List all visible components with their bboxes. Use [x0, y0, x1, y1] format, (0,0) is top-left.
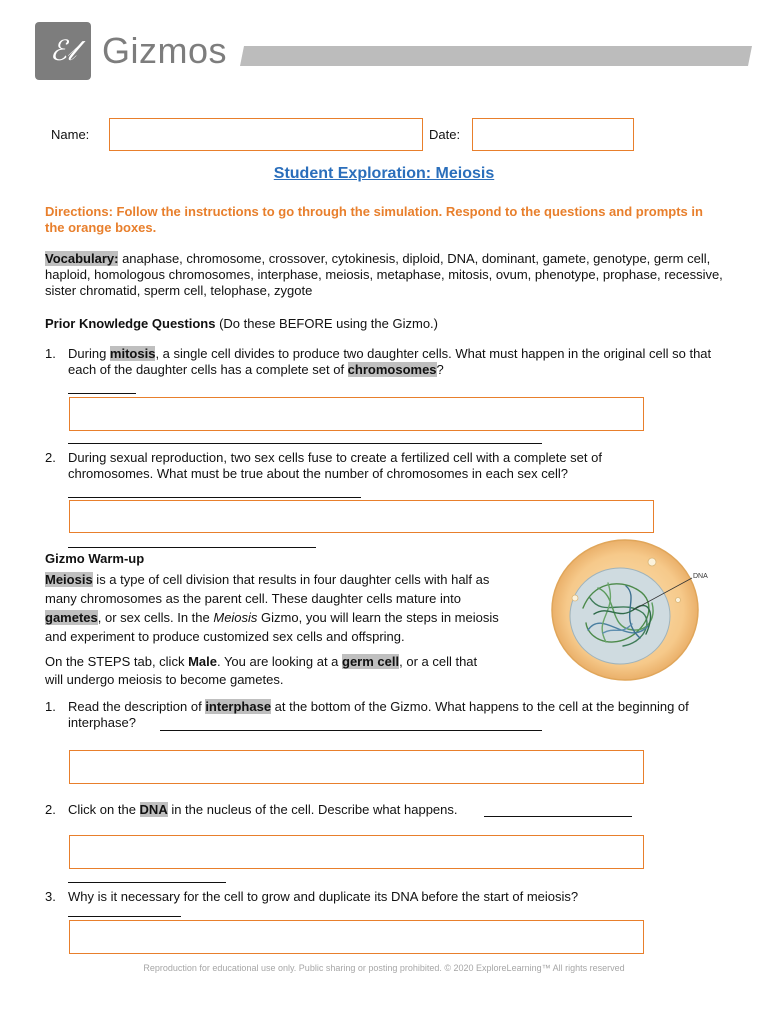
answer-line [68, 393, 136, 394]
name-label: Name: [51, 127, 90, 142]
wq2-text-a: Click on the [68, 802, 140, 817]
wq1-text-a: Read the description of [68, 699, 206, 714]
page-title: Student Exploration: Meiosis [273, 165, 495, 182]
question-number: 2. [45, 802, 56, 817]
answer-line [160, 730, 542, 731]
question-text [68, 699, 714, 731]
prior-heading-text: Prior Knowledge Questions [45, 316, 216, 331]
name-field[interactable] [109, 118, 423, 151]
gizmo-name: Meiosis [213, 610, 258, 625]
nucleus [570, 568, 670, 664]
header-stripe [240, 46, 752, 66]
q1-text-a: During [68, 346, 110, 361]
keyword-gametes: gametes [45, 610, 98, 625]
answer-line [68, 497, 361, 498]
warmup-answer-2-box[interactable] [69, 835, 644, 869]
p2-text-b: . You are looking at a [216, 654, 343, 669]
vocabulary-paragraph [45, 251, 725, 299]
date-label: Date: [429, 127, 461, 142]
answer-line [68, 443, 542, 444]
prior-answer-2-box[interactable] [69, 500, 654, 533]
keyword-dna: DNA [139, 802, 168, 817]
q1-text-c: ? [436, 362, 444, 377]
question-text: During sexual reproduction, two sex cells fuse to create a fertilized cell with a complete set of chromosomes. What must be true about the number of chromosomes in each sex cell? [68, 450, 602, 481]
directions-text: Directions: Follow the instructions to go through the simulation. Respond to the questions and prompts in the orange boxes. [45, 204, 703, 235]
answer-line [68, 882, 226, 883]
organelle [572, 595, 578, 601]
warmup-heading: Gizmo Warm-up [45, 551, 145, 566]
keyword-chromosomes: chromosomes [347, 362, 437, 377]
question-number: 3. [45, 889, 56, 904]
warmup-paragraph-2 [45, 653, 491, 689]
dna-label: DNA [693, 573, 708, 580]
answer-line [68, 916, 181, 917]
question-text: Why is it necessary for the cell to grow and duplicate its DNA before the start of meiosis? [68, 889, 579, 904]
warmup-question-1 [45, 699, 715, 733]
date-field[interactable] [472, 118, 634, 151]
wq2-text-b: in the nucleus of the cell. Describe what happens. [167, 802, 458, 817]
prior-question-2 [45, 450, 713, 484]
prior-answer-1-box[interactable] [69, 397, 644, 431]
logo-mark: ℰ𝓁 [49, 34, 77, 67]
vocabulary-list: anaphase, chromosome, crossover, cytokinesis, diploid, DNA, dominant, gamete, genotype, germ cell, haploid, homologous chromosomes, interphase, meiosis, metaphase, mitosis, ovum, phenotype, prophase, recessive, sister chromatid, sperm cell, telophase, zygote [45, 251, 723, 298]
explorelearning-logo [35, 22, 91, 80]
p1-text-a: is a type of cell division that results in four daughter cells with half as many chromosomes as the parent cell. These daughter cells mature into [45, 572, 490, 606]
keyword-meiosis: Meiosis [45, 572, 93, 587]
answer-line [484, 816, 632, 817]
question-text [68, 346, 713, 378]
prior-knowledge-heading [45, 316, 438, 332]
warmup-answer-3-box[interactable] [69, 920, 644, 954]
organelle [676, 598, 681, 603]
question-number: 2. [45, 450, 56, 465]
warmup-paragraph-1 [45, 570, 507, 646]
wq1-text-b: at the bottom of the Gizmo. What happens to the cell at the beginning of interphase? [68, 699, 689, 730]
p1-text-c: Gizmo, you will learn the steps in meiosis and experiment to produce customized sex cells and offspring. [45, 610, 499, 644]
question-number: 1. [45, 699, 56, 714]
p2-text-a: On the STEPS tab, click [45, 654, 189, 669]
p1-text-b: , or sex cells. In the [97, 610, 214, 625]
answer-line [68, 547, 316, 548]
vocabulary-label: Vocabulary: [45, 251, 119, 266]
brand-name: Gizmos [102, 30, 228, 71]
keyword-mitosis: mitosis [109, 346, 156, 361]
p2-text-c: , or a cell that will undergo meiosis to become gametes. [45, 654, 478, 687]
germ-cell-illustration [548, 538, 720, 682]
q1-text-b: , a single cell divides to produce two daughter cells. What must happen in the original cell so that each of the daughter cells has a complete set of [68, 346, 712, 377]
footer-copyright: Reproduction for educational use only. Public sharing or posting prohibited. © 2020 ExploreLearning™ All rights reserved [143, 963, 625, 973]
warmup-answer-1-box[interactable] [69, 750, 644, 784]
keyword-germ-cell: germ cell [342, 654, 400, 669]
keyword-male: Male [188, 654, 217, 669]
keyword-interphase: interphase [205, 699, 272, 714]
organelle [648, 558, 656, 566]
prior-note: (Do these BEFORE using the Gizmo.) [215, 316, 438, 331]
question-number: 1. [45, 346, 56, 361]
prior-question-1 [45, 346, 713, 380]
